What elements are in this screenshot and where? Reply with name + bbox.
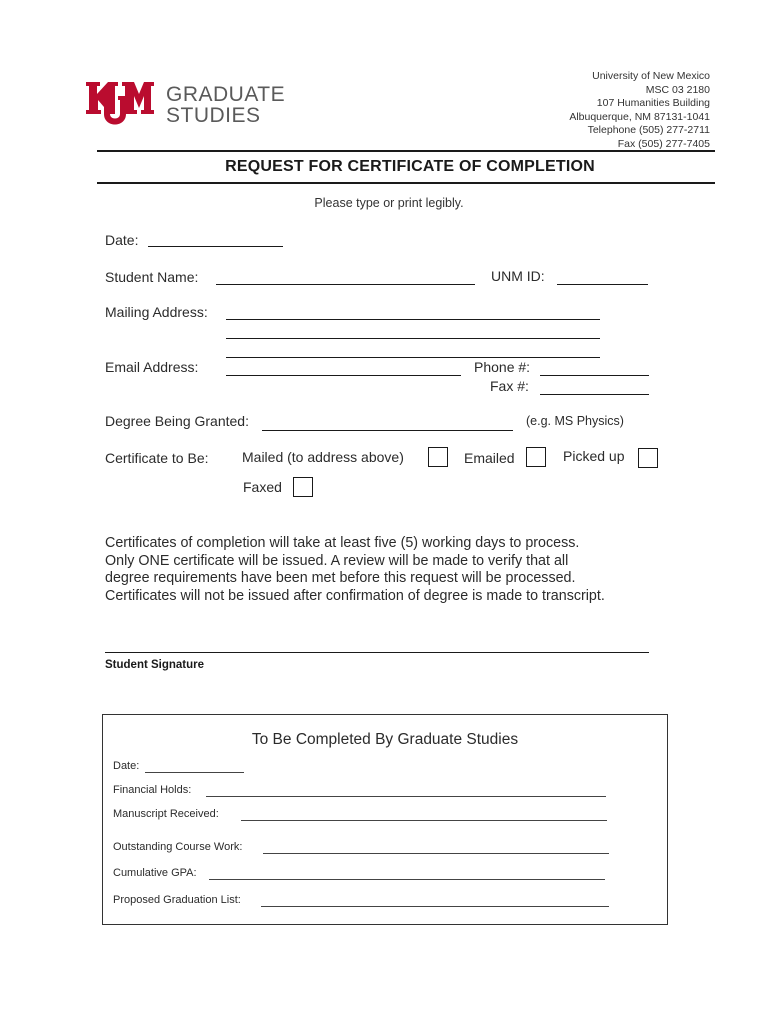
fax-field[interactable] [540,394,649,395]
logo-line-studies: STUDIES [166,104,261,127]
mailing-address-line-3[interactable] [226,357,600,358]
student-name-field[interactable] [216,284,475,285]
phone-label: Phone #: [474,359,531,375]
course-work-label: Outstanding Course Work: [113,841,243,853]
option-faxed-label: Faxed [243,479,282,495]
option-faxed-checkbox[interactable] [293,477,313,497]
title-rule-bottom [97,182,715,184]
student-name-label: Student Name: [105,269,199,285]
degree-field[interactable] [262,430,513,431]
notice-line: Only ONE certificate will be issued. A review will be made to verify that all [105,552,569,569]
processing-notice [105,535,605,605]
address-line: Fax (505) 277-7405 [617,137,710,150]
option-mailed-label: Mailed (to address above) [242,449,404,465]
office-date-field[interactable] [145,772,244,773]
address-line: 107 Humanities Building [596,97,710,110]
address-block [569,70,710,152]
date-field[interactable] [148,246,283,247]
manuscript-label: Manuscript Received: [113,808,219,820]
notice-line: Certificates of completion will take at least five (5) working days to process. [105,535,580,551]
option-picked-up-label: Picked up [563,448,625,464]
address-line: Albuquerque, NM 87131-1041 [569,110,710,123]
unm-logo-icon [84,80,156,130]
logo-wordmark [166,84,285,126]
mailing-address-line-1[interactable] [226,319,600,320]
office-date-label: Date: [113,760,140,772]
fax-label: Fax #: [490,378,529,394]
unm-id-field[interactable] [557,284,648,285]
financial-holds-field[interactable] [206,796,606,797]
gpa-field[interactable] [209,879,605,880]
graduation-list-field[interactable] [261,906,609,907]
phone-field[interactable] [540,375,649,376]
signature-label: Student Signature [105,659,205,671]
course-work-field[interactable] [263,853,609,854]
email-field[interactable] [226,375,461,376]
office-box-title: To Be Completed By Graduate Studies [251,731,519,748]
option-emailed-checkbox[interactable] [526,447,546,467]
address-line: Telephone (505) 277-2711 [587,124,710,137]
logo-line-graduate: GRADUATE [166,83,286,106]
signature-line[interactable] [105,652,649,653]
mailing-address-label: Mailing Address: [105,304,208,320]
financial-holds-label: Financial Holds: [113,784,192,796]
notice-line: Certificates will not be issued after confirmation of degree is made to transcript. [105,587,605,604]
form-instruction: Please type or print legibly. [314,196,464,210]
certificate-label: Certificate to Be: [105,450,209,466]
graduation-list-label: Proposed Graduation List: [113,894,241,906]
degree-example: (e.g. MS Physics) [526,414,624,428]
unm-id-label: UNM ID: [491,268,545,284]
option-picked-up-checkbox[interactable] [638,448,658,468]
address-line: University of New Mexico [592,70,710,82]
notice-line: degree requirements have been met before this request will be processed. [105,570,576,586]
gpa-label: Cumulative GPA: [113,867,197,879]
form-title: REQUEST FOR CERTIFICATE OF COMPLETION [225,158,595,175]
mailing-address-line-2[interactable] [226,338,600,339]
email-label: Email Address: [105,359,199,375]
option-mailed-checkbox[interactable] [428,447,448,467]
option-emailed-label: Emailed [464,450,515,466]
date-label: Date: [105,232,139,248]
degree-label: Degree Being Granted: [105,413,249,429]
address-line: MSC 03 2180 [645,83,710,96]
office-use-box [102,714,668,925]
title-rule-top [97,150,715,152]
manuscript-field[interactable] [241,820,607,821]
